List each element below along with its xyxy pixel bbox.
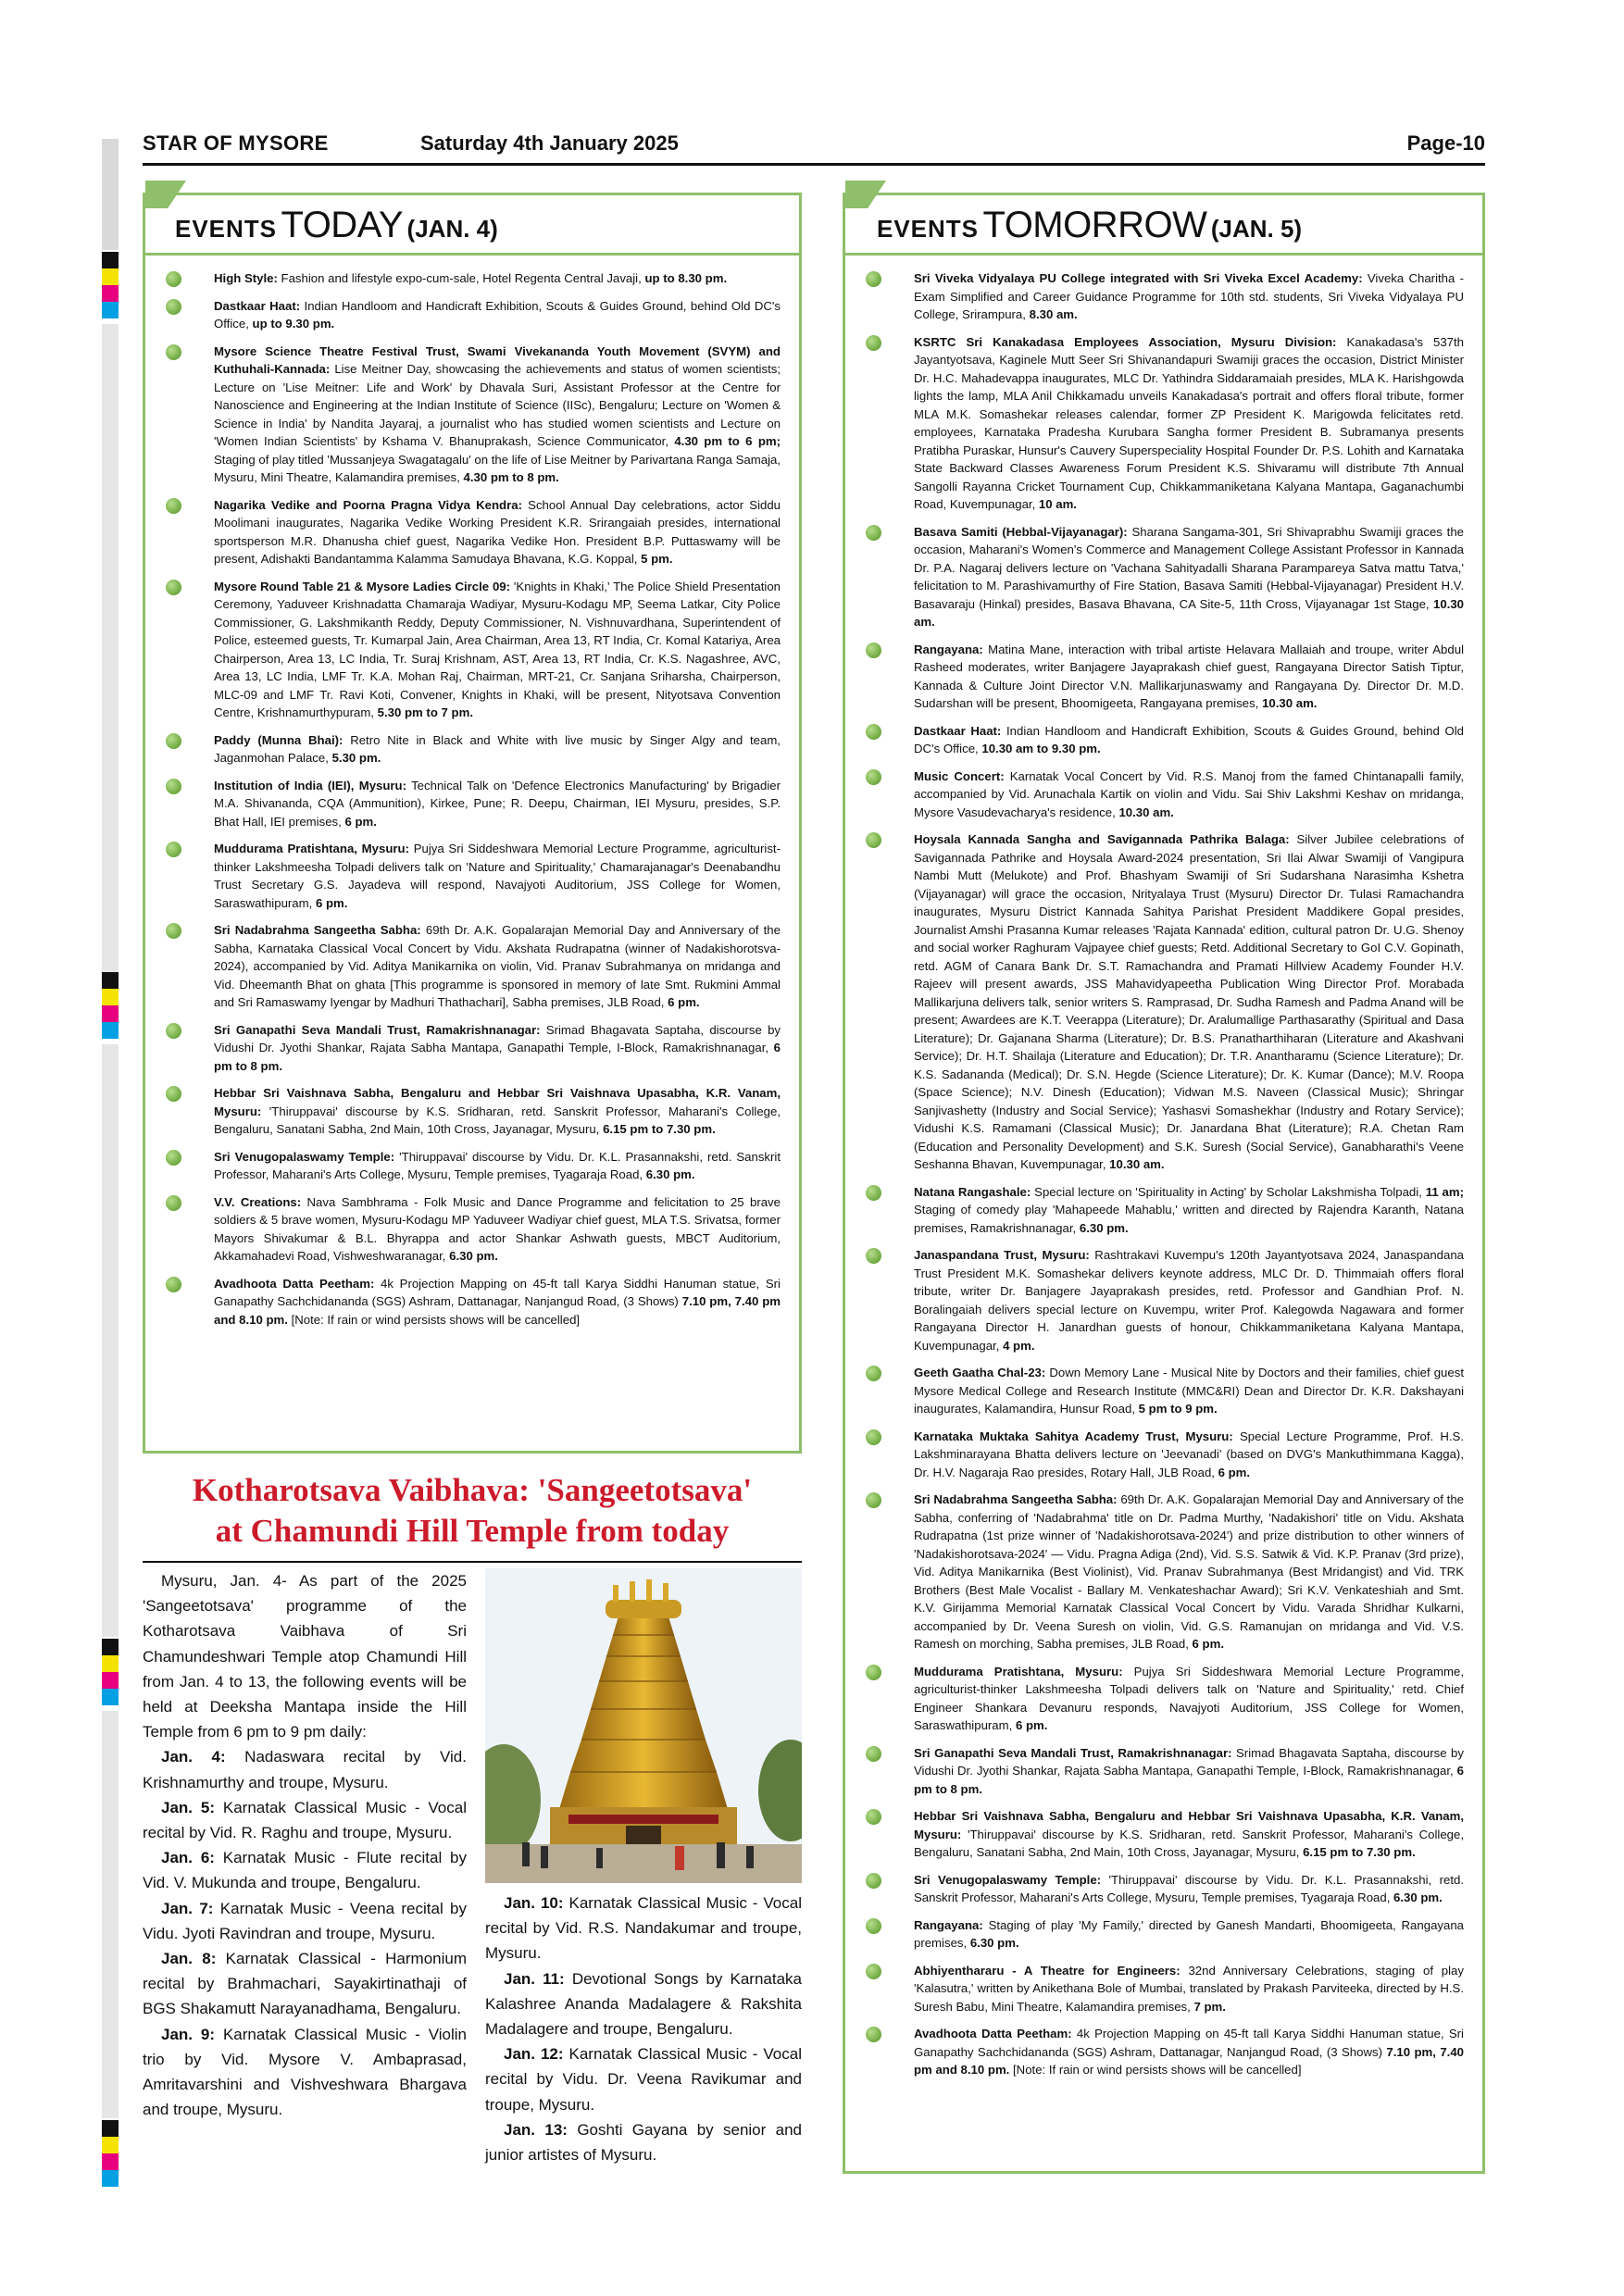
event-details: Sharana Sangama-301, Sri Shivaprabhu Swamiji graces the occasion, Maharani's Women's Commerce and Management College Assistant Professor in Kannada Dr. P.A. Nagaraj delivers lecture on 'Vachana Sahityadalli Sharana Parampareya Satva mattu Tatva,' felicitation to M. Parashivamurthy of Fire Station, Basava Samiti (Hebbal-Vijayanagar) President H.V. Basavaraju (Hinkal) presides, Basava Bhavana, CA Site-5, 11th Cross, Vijayanagar 1st Stage, — [914, 524, 1464, 611]
schedule-entry — [143, 1845, 467, 1895]
event-organizer: Natana Rangashale: — [914, 1184, 1031, 1199]
green-bullet-icon — [866, 1918, 881, 1934]
green-bullet-icon — [866, 1366, 881, 1381]
event-organizer: Basava Samiti (Hebbal-Vijayanagar): — [914, 524, 1128, 539]
event-organizer: Janaspandana Trust, Mysuru: — [914, 1248, 1090, 1262]
event-time: 11 am; — [1425, 1184, 1465, 1199]
header-rule — [143, 163, 1485, 166]
event-organizer: Dastkaar Haat: — [914, 723, 1002, 738]
event-item — [866, 1807, 1464, 1862]
event-item — [866, 269, 1464, 324]
schedule-day: Jan. 8: — [161, 1950, 217, 1968]
event-time: 10.30 am. — [1109, 1157, 1165, 1171]
events-today-box — [143, 193, 802, 1454]
green-bullet-icon — [866, 525, 881, 541]
event-organizer: Sri Venugopalaswamy Temple: — [914, 1872, 1102, 1887]
event-item — [166, 777, 781, 831]
event-organizer: Geeth Gaatha Chal-23: — [914, 1366, 1046, 1379]
event-item — [866, 1183, 1464, 1238]
green-bullet-icon — [166, 923, 181, 939]
event-time: 10.30 am to 9.30 pm. — [981, 742, 1101, 755]
event-organizer: Rangayana: — [914, 642, 983, 656]
event-details: Pujya Sri Siddeshwara Memorial Lecture Programme, agriculturist-thinker Lakshmeesha Tolpadi delivers talk on 'Nature and Spirituality,' retd. Chief Engineer Shankara Devanuru responds, Navajyoti Auditorium, JSS College for Women, Saraswathipuram, — [914, 1664, 1464, 1732]
green-bullet-icon — [166, 1195, 181, 1211]
event-item — [866, 767, 1464, 822]
event-time: 6 pm. — [1192, 1637, 1224, 1651]
green-bullet-icon — [866, 1665, 881, 1680]
event-item — [166, 1275, 781, 1329]
event-organizer: Sri Venugopalaswamy Temple: — [214, 1149, 395, 1164]
event-organizer: Muddurama Pratishtana, Mysuru: — [914, 1664, 1123, 1678]
event-item — [866, 641, 1464, 713]
event-organizer: Sri Ganapathi Seva Mandali Trust, Ramakrishnanagar: — [214, 1022, 541, 1037]
event-details: Fashion and lifestyle expo-cum-sale, Hotel Regenta Central Javaji, — [281, 271, 642, 285]
event-item — [866, 1916, 1464, 1953]
event-item — [166, 1193, 781, 1266]
event-details: Special lecture on 'Spirituality in Acting' by Scholar Lakshmisha Tolpadi, — [1034, 1184, 1422, 1199]
events-today-list — [166, 269, 781, 1338]
green-bullet-icon — [866, 1185, 881, 1201]
event-time: 4.30 pm to 6 pm; — [674, 434, 781, 448]
registration-strip-mid2 — [102, 1044, 119, 1637]
green-bullet-icon — [166, 842, 181, 857]
schedule-day: Jan. 13: — [504, 2120, 568, 2139]
event-details: Srimad Bhagavata Saptaha, discourse by Vidushi Dr. Jyothi Shankar, Rajata Sabha Mantapa, Ganapathi Temple, I-Block, Ramakrishnanagar, — [914, 1745, 1464, 1778]
event-item — [166, 731, 781, 767]
event-details: 4k Projection Mapping on 45-ft tall Karya Siddhi Hanuman statue, Sri Ganapathy Sachchidananda (SGS) Ashram, Dattanagar, Nanjangud Road, (3 Shows) — [914, 2027, 1464, 2059]
schedule-text: Goshti Gayana by senior and junior artistes of Mysuru. — [485, 2120, 803, 2165]
event-details: Pujya Sri Siddeshwara Memorial Lecture Programme, agriculturist-thinker Lakshmeesha Tolpadi delivers talk on 'Nature and Spirituality,' Chamarajanagar's Deenabandhu Trust Secretary G.S. Jayadeva will respond, Navajyoti Auditorium, JSS College for Women, Saraswathipuram, — [214, 842, 781, 910]
schedule-entry — [485, 2041, 802, 2117]
schedule-entry — [485, 1966, 802, 2042]
event-item — [166, 578, 781, 722]
green-bullet-icon — [866, 2027, 881, 2042]
event-time: 6.30 pm. — [1393, 1890, 1443, 1904]
event-time: 6 pm. — [668, 995, 700, 1009]
event-organizer: Hebbar Sri Vaishnava Sabha, Bengaluru and Hebbar Sri Vaishnava Upasabha, K.R. Vanam, Mysuru: — [914, 1809, 1464, 1841]
event-item — [166, 921, 781, 1012]
event-details: Retro Nite in Black and White with live music by Singer Algy and team, Jaganmohan Palace, — [214, 732, 781, 765]
event-organizer: Hoysala Kannada Sangha and Savigannada Pathrika Balaga: — [914, 832, 1290, 846]
story-column-right — [485, 1890, 802, 2167]
schedule-text: Karnatak Classical Music - Vocal recital by Vidu. Dr. Veena Ravikumar and troupe, Mysuru. — [485, 2045, 802, 2114]
schedule-entry — [485, 2117, 802, 2167]
green-bullet-icon — [866, 1964, 881, 1979]
event-item — [166, 496, 781, 568]
event-item — [166, 1084, 781, 1139]
event-organizer: Nagarika Vedike and Poorna Pragna Vidya Kendra: — [214, 497, 522, 512]
event-organizer: Music Concert: — [914, 768, 1005, 783]
event-item — [166, 297, 781, 333]
event-details: Karnatak Vocal Concert by Vid. R.S. Manoj from the famed Chintanapalli family, accompanied by Vid. Arunachala Kartik on violin and Vidu. Sai Shiv Lakshmi Keshav on mridanga, Mysore Vasudevacharya's residence, — [914, 768, 1464, 819]
green-bullet-icon — [166, 733, 181, 749]
event-item — [166, 343, 781, 487]
events-today-title: EVENTS TODAY (JAN. 4) — [175, 205, 498, 245]
event-item — [866, 1364, 1464, 1418]
event-time-extra: 4.30 pm to 8 pm. — [463, 470, 559, 484]
event-time: 7 pm. — [1193, 1999, 1226, 2014]
event-organizer: High Style: — [214, 271, 278, 285]
event-organizer: Sri Viveka Vidyalaya PU College integrated with Sri Viveka Excel Academy: — [914, 271, 1363, 285]
schedule-day: Jan. 11: — [504, 1969, 565, 1988]
events-tomorrow-title: EVENTS TOMORROW (JAN. 5) — [877, 205, 1303, 245]
event-time: 6 pm to 8 pm. — [914, 1764, 1464, 1796]
page-header — [143, 131, 1485, 165]
event-organizer: Abhiyenthararu - A Theatre for Engineers: — [914, 1963, 1181, 1978]
green-bullet-icon — [166, 344, 181, 360]
registration-strip-top — [102, 139, 119, 250]
event-organizer: Hebbar Sri Vaishnava Sabha, Bengaluru and Hebbar Sri Vaishnava Upasabha, K.R. Vanam, Mysuru: — [214, 1086, 781, 1118]
paper-name: STAR OF MYSORE — [143, 131, 329, 155]
event-time: 5.30 pm. — [331, 751, 381, 765]
event-time: 6 pm. — [1015, 1718, 1048, 1732]
event-organizer: Muddurama Pratishtana, Mysuru: — [214, 842, 409, 855]
event-details: School Annual Day celebrations, actor Siddu Moolimani inaugurates, Nagarika Vedike Working President K.R. Srirangaiah presides, international sportsperson M.R. Dhanusha chief guest, Nagarika Vedike Hon. President B.P. Puttaswamy will be present, Adishakti Bandantamma Kalamma Samudaya Bhavana, K.G. Koppal, — [214, 497, 781, 566]
green-bullet-icon — [866, 1248, 881, 1264]
event-details: 69th Dr. A.K. Gopalarajan Memorial Day and Anniversary of the Sabha, Karnataka Classical Vocal Concert by Vidu. Akshata Rudrapatna (winner of Nadakishorotsva-2024), accompanied by Vid. Aditya Manikarnika on violin, Vid. Pranav Subrahmanya on mridanga and Vid. Dheemanth Bhat on ghata [This programme is sponsored in memory of late Smt. Rukmini Ammal and Sri Ramaswamy Iyengar by Madhuri Thathachari], Sabha premises, JLB Road, — [214, 923, 781, 1009]
event-time: 10 am. — [1038, 497, 1077, 511]
title-separator — [845, 253, 1482, 256]
schedule-entry — [143, 1896, 467, 1946]
event-details: Nava Sambhrama - Folk Music and Dance Programme and felicitation to 25 brave soldiers & 5 brave women, Mysuru-Kodagu MP Yaduveer Wadiyar chief guest, MLA T.S. Srivatsa, former Mayors Shivakumar & B.L. Bhyrappa and actor Shankar Ashwath guests, MBCT Auditorium, Akkamahadevi Road, Vishweshwaranagar, — [214, 1194, 781, 1263]
event-time: 6.30 pm. — [449, 1249, 498, 1263]
green-bullet-icon — [866, 724, 881, 740]
event-details: 'Thiruppavai' discourse by K.S. Sridharan, retd. Sanskrit Professor, Maharani's College, Bengaluru, Sanatani Sabha, 2nd Main, 10th Cross, Jayanagar, Mysuru, — [914, 1827, 1464, 1859]
schedule-entry — [143, 1946, 467, 2022]
event-time: 6 pm. — [1218, 1465, 1251, 1479]
event-item — [166, 1021, 781, 1076]
event-details-extra: Staging of play titled 'Mussanjeya Swagatagalu' on the life of Lise Meitner by Parivartana Ranga Samaja, Mysuru, Mini Theatre, Kalamandira premises, — [214, 452, 781, 484]
event-item — [866, 830, 1464, 1174]
event-item — [866, 1428, 1464, 1482]
title-separator — [145, 253, 799, 256]
event-details: Kanakadasa's 537th Jayantyotsava, Kaginele Mutt Seer Sri Shivanandapuri Swamiji graces the occasion, District Minister Dr. H.C. Mahadevappa inaugurates, MLC Dr. Yathindra Siddaramaiah presides, MLA K. Harishgowda lights the lamp, MLA Anil Chikkamadu unveils Kanakadasa's portrait and offers floral tribute, former MLA M.K. Somashekar releases calendar, former ZP President K. Marigowda felicitates retd. employees, Karnataka Pradesha Kurubara Sangha former President B. Subramanya presents Pratibha Puraskar, Hunsur's Cauvery Superspeciality Hospital Founder Dr. P.S. Lohith and Karnataka State Backward Classes Awareness Forum President K.S. Shivaramu will distribute 7th Annual Sangolli Rayanna Cricket Tournament Cup, Chikkammaniketana Kalyana Mantapa, Gaganachumbi Road, Kuvempunagar, — [914, 334, 1465, 511]
schedule-day: Jan. 10: — [504, 1894, 564, 1912]
event-details: Indian Handloom and Handicraft Exhibition, Scouts & Guides Ground, behind Old DC's Office, — [914, 723, 1464, 755]
registration-color-bar-2 — [102, 972, 119, 1039]
event-time: up to 8.30 pm. — [644, 271, 728, 285]
event-time: 5 pm. — [641, 552, 673, 566]
event-time: 6 pm to 8 pm. — [214, 1041, 781, 1073]
event-details: Staging of play 'My Family,' directed by Ganesh Mandarti, Bhoomigeeta, Rangayana premises, — [914, 1917, 1464, 1950]
schedule-day: Jan. 5: — [161, 1798, 215, 1816]
story-column-left — [143, 1568, 467, 2122]
event-time: 7.10 pm, 7.40 pm and 8.10 pm. — [214, 1294, 781, 1327]
event-organizer: Sri Ganapathi Seva Mandali Trust, Ramakrishnanagar: — [914, 1745, 1232, 1760]
schedule-text: Karnatak Classical Music - Vocal recital by Vid. R.S. Nandakumar and troupe, Mysuru. — [485, 1894, 802, 1963]
event-time: 6.15 pm to 7.30 pm. — [603, 1122, 716, 1136]
event-time: 6.30 pm. — [645, 1167, 695, 1181]
event-time: 6.15 pm to 7.30 pm. — [1303, 1845, 1416, 1859]
schedule-text: Karnatak Classical - Harmonium recital by Brahmachari, Sayakirtinathaji of BGS Shakamutt Narayanadhama, Bengaluru. — [143, 1950, 467, 2018]
green-bullet-icon — [866, 643, 881, 658]
schedule-text: Karnatak Classical Music - Violin trio by Vid. Mysore V. Ambaprasad, Amritavarshini and Vishveshwara Bhargava and troupe, Mysuru. — [143, 2025, 467, 2119]
event-organizer: Dastkaar Haat: — [214, 298, 301, 313]
event-item — [866, 2025, 1464, 2079]
green-bullet-icon — [166, 498, 181, 514]
event-details: Lise Meitner Day, showcasing the achievements and status of women scientists; Lecture on 'Lise Meitner: Life and Work' by Dhavala Suri, Assistant Professor at the Centre for Nanoscience and Engineering at the Indian Institute of Science (IISc), Bengaluru; Lecture on 'Women & Science in India' by Nandita Jayaraj, a journalist who has studied women scientists and Lecture on 'Women Indian Scientists' by Kshama V. Bhanuprakash, Science Communicator, — [214, 362, 781, 448]
event-time: 10.30 am. — [1262, 696, 1318, 710]
event-organizer: V.V. Creations: — [214, 1194, 302, 1209]
schedule-text: Devotional Songs by Karnataka Kalashree Ananda Madalagere & Rakshita Madalagere and troupe, Bengaluru. — [485, 1969, 803, 2039]
event-item — [166, 1148, 781, 1184]
event-time: 4 pm. — [1003, 1338, 1035, 1353]
schedule-entry — [143, 1795, 467, 1845]
schedule-text: Nadaswara recital by Vid. Krishnamurthy and troupe, Mysuru. — [143, 1748, 467, 1791]
event-organizer: KSRTC Sri Kanakadasa Employees Association, Mysuru Division: — [914, 334, 1337, 349]
green-bullet-icon — [866, 271, 881, 287]
schedule-entry — [143, 2022, 467, 2123]
schedule-text: Karnatak Music - Veena recital by Vidu. Jyoti Ravindran and troupe, Mysuru. — [143, 1899, 467, 1942]
schedule-entry — [485, 1890, 802, 1966]
event-details: 'Thiruppavai' discourse by Vidu. Dr. K.L. Prasannakshi, retd. Sanskrit Professor, Maharani's Arts College, Mysuru, Temple premises, Tyagaraja Road, — [214, 1149, 781, 1181]
schedule-day: Jan. 4: — [161, 1748, 226, 1766]
registration-strip-mid3 — [102, 1711, 119, 2118]
event-details-extra: [Note: If rain or wind persists shows will be cancelled] — [1013, 2063, 1302, 2077]
event-details: 'Thiruppavai' discourse by Vidu. Dr. K.L. Prasannakshi, retd. Sanskrit Professor, Maharani's Arts College, Mysuru, Temple premises, Tyagaraja Road, — [914, 1872, 1465, 1904]
registration-color-bar-1 — [102, 252, 119, 318]
event-organizer: Avadhoota Datta Peetham: — [214, 1276, 375, 1291]
event-organizer: Rangayana: — [914, 1917, 983, 1932]
events-tomorrow-box — [843, 193, 1485, 2174]
event-time: 8.30 am. — [1029, 307, 1078, 321]
page-number: Page-10 — [1406, 131, 1485, 155]
event-item — [866, 1744, 1464, 1799]
green-bullet-icon — [166, 1150, 181, 1166]
story-headline: Kotharotsava Vaibhava: 'Sangeetotsava' at Chamundi Hill Temple from today — [192, 1472, 753, 1549]
event-details: Silver Jubilee celebrations of Savigannada Pathrike and Hoysala Award-2024 presentation, Sri Ilai Alwar Swamiji of Vangipura Nambi Mutt (Melukote) and Prof. Bhashyam Swamiji of Sri Sudarshana Narasimha Kshetra (Vijayanagar) will grace the occasion, Nrityalaya Trust (Mysuru) Director Dr. Tulasi Ramachandra inaugurates, Mysuru District Kannada Sahitya Parishat President Maddikere Gopal presides, Journalist Amshi Prasanna Kumar releases 'Rajata Kannada' edition, cultural patron Dr. U.G. Shenoy and social worker Raghuram Vajpayee chief guests; Retd. Additional Secretary to GoI C.V. Gopinath, retd. AGM of Canara Bank Dr. S.T. Ramachandra and Pramati Hillview Academy Founder H.V. Rajeev will present awards, JSS Mahavidyapeetha Publication Wing Director Prof. Morabada Mallikarjuna delivers talk, senior writers S. Ramprasad, Dr. Sudha Ramesh and Padma Anand will be present; Awardees are K.T. Veerappa (Literature); Dr. Aralumallige Parthasarathy (Spiritual and Dasa Literature); Dr. Gajanana Sharma (Literature); Dr. B.S. Pranatharthiharan (Literature and Akashvani Service); Dr. H.T. Shailaja (Literature and Education); Dr. T.R. Anantharamu (Science Literature); Dr. K.S. Sadananda (Medical); Dr. S.N. Hegde (Science Literature); Dr. K. Kumar (Dance); M.V. Roopa (Space Science); N.V. Dinesh (Education); Vidwan M.S. Naveen (Classical Music); Shringar Sanjivashetty (Industry and Social Service); Yashasvi Somashekhar (Industry and Rotary Service); Vidushi K.S. Ramamani (Classical Music); Dr. Janardana Bhat (Literature); R.A. Chetan Ram (Education and Personality Development) and S.K. Suresh (Social Service), Ganabharathi's Veene Seshanna Bhavan, Kuvempunagar, — [914, 832, 1464, 1171]
event-time: 6.30 pm. — [969, 1936, 1019, 1950]
event-organizer: Avadhoota Datta Peetham: — [914, 2027, 1072, 2040]
event-organizer: Mysore Science Theatre Festival Trust, Swami Vivekananda Youth Movement (SVYM) and Kuthuhali-Kannada: — [214, 343, 781, 376]
temple-gopuram-illustration — [485, 1568, 802, 1883]
event-time: 10.30 am. — [914, 596, 1464, 629]
green-bullet-icon — [166, 299, 181, 315]
event-time: 7.10 pm, 7.40 pm and 8.10 pm. — [914, 2044, 1464, 2077]
temple-photo — [485, 1568, 802, 1883]
schedule-day: Jan. 6: — [161, 1849, 215, 1867]
green-bullet-icon — [866, 1809, 881, 1825]
green-bullet-icon — [866, 335, 881, 351]
event-item — [866, 333, 1464, 514]
schedule-text: Karnatak Classical Music - Vocal recital by Vid. R. Raghu and troupe, Mysuru. — [143, 1798, 467, 1842]
green-bullet-icon — [166, 1277, 181, 1292]
event-details: 4k Projection Mapping on 45-ft tall Karya Siddhi Hanuman statue, Sri Ganapathy Sachchidananda (SGS) Ashram, Dattanagar, Nanjangud Road, (3 Shows) — [214, 1276, 781, 1308]
event-time: 10.30 am. — [1118, 805, 1174, 819]
events-tomorrow-list — [866, 269, 1464, 2089]
event-item — [866, 1491, 1464, 1653]
event-item — [166, 840, 781, 912]
event-item — [166, 269, 781, 288]
registration-color-bar-4 — [102, 2120, 119, 2187]
story-intro: Mysuru, Jan. 4- As part of the 2025 'Sangeetotsava' programme of the Kotharotsava Vaibhava of Sri Chamundeshwari Temple atop Chamundi Hill from Jan. 4 to 13, the following events will be held at Deeksha Mantapa inside the Hill Temple from 6 pm to 9 pm daily: — [143, 1572, 467, 1741]
event-time: 6 pm. — [315, 895, 348, 910]
event-details: Technical Talk on 'Defence Electronics Manufacturing' by Brigadier M.A. Shivananda, CQA (Ammunition), Kirkee, Pune; R. Deepu, Chairman, IEI Mysuru, presides, S.P. Bhat Hall, IEI premises, — [214, 778, 781, 829]
event-details-extra: Staging of comedy play 'Mahapeede Mahablu,' written and directed by Rajendra Karanth, Natana premises, Ramakrishnanagar, — [914, 1203, 1464, 1235]
green-bullet-icon — [166, 1086, 181, 1102]
green-bullet-icon — [166, 1023, 181, 1039]
event-organizer: Mysore Round Table 21 & Mysore Ladies Circle 09: — [214, 579, 511, 593]
event-item — [866, 1962, 1464, 2016]
event-item — [866, 722, 1464, 758]
issue-date: Saturday 4th January 2025 — [420, 131, 679, 155]
event-time: 6 pm. — [344, 814, 377, 829]
event-details: Special Lecture Programme, Prof. H.S. Lakshminarayana Bhatta delivers lecture on 'Jeevanadi' (based on DVG's Mankuthimmana Kagga), Dr. H.V. Nagaraja Rao presides, Rotary Hall, JLB Road, — [914, 1429, 1464, 1479]
event-item — [866, 1246, 1464, 1354]
event-item — [866, 1871, 1464, 1907]
green-bullet-icon — [866, 832, 881, 848]
event-details-extra: [Note: If rain or wind persists shows will be cancelled] — [291, 1312, 581, 1327]
green-bullet-icon — [866, 1873, 881, 1889]
green-bullet-icon — [866, 1746, 881, 1762]
event-details: 69th Dr. A.K. Gopalarajan Memorial Day and Anniversary of the Sabha, conferring of 'Nadabrahma' title on Dr. Padma Murthy, 'Nadakishori' title on Vidu. Akshata Rudrapatna (1st prize winner of 'Nadakishorotsava-2024') and prize distribution to other winners of 'Nadakishorotsava-2024' — Vidu. Pragna Adiga (2nd), Vid. S.S. Satwik & Vid. K.P. Pranav (3rd prize), Vid. Aditya Manikarnika (Best Violinist), Vid. Pranav Subrahmanya (Best Mridangist) and Vid. TRK Brothers (Best Male Vocalist - Ballary M. Venkateshachar Award); Sri K.V. Venkateshiah and Smt. K.V. Girijamma Memorial Karnatak Classical Vocal Concert by Vidu. Varada Shridhar Kulkarni, accompanied by Dr. Veena Suresh on violin, Vid. G.S. Ramanujan on mridanga and Vid. V.S. Ramesh on morching, Sabha premises, JLB Road, — [914, 1492, 1464, 1651]
event-organizer: Sri Nadabrahma Sangeetha Sabha: — [214, 923, 421, 937]
event-organizer: Institution of India (IEI), Mysuru: — [214, 778, 407, 792]
green-bullet-icon — [866, 1429, 881, 1445]
event-organizer: Karnataka Muktaka Sahitya Academy Trust, Mysuru: — [914, 1429, 1233, 1443]
event-details: Viveka Charitha - Exam Simplified and Career Guidance Programme for 10th std. students, Sri Viveka Vidyalaya PU College, Srirampura, — [914, 271, 1464, 321]
event-details: 32nd Anniversary Celebrations, staging of play 'Kalasutra,' written by Anikethana Bole of Mumbai, translated by Prakash Parviteeka, directed by H.S. Suresh Babu, Mini Theatre, Kalamandira premises, — [914, 1963, 1464, 2014]
schedule-day: Jan. 7: — [161, 1899, 214, 1917]
event-time-extra: 6.30 pm. — [1079, 1220, 1129, 1235]
schedule-day: Jan. 9: — [161, 2025, 216, 2043]
green-bullet-icon — [166, 271, 181, 287]
schedule-entry — [143, 1744, 467, 1794]
event-details: Rashtrakavi Kuvempu's 120th Jayantyotsava 2024, Janaspandana Trust President M.K. Somashekar delivers keynote address, MLC Dr. D. Thimmaiah offers floral tribute, writer Dr. Banjagere Jayaprakash presides, retd. Professor and Gandhian Prof. N. Boralingaiah delivers special lecture on Kuvempu, writer Prof. Kalegowda Nagawara and former Rangayana Director H. Janardhan guests of honour, Chikkammaniketana Kalyana Mantapa, Kuvempunagar, — [914, 1248, 1465, 1353]
event-item — [866, 523, 1464, 631]
green-bullet-icon — [866, 769, 881, 785]
event-details: Matina Mane, interaction with tribal artiste Helavara Mallaiah and troupe, writer Abdul Rasheed moderates, writer Banjagere Jayaprakash chief guest, Rangayana Director Satish Tiptur, Kannada & Culture Joint Director V.N. Mallikarjunaswamy and Rangayana Dy. Director Dr. M.D. Sudarshan will be present, Bhoomigeeta, Rangayana premises, — [914, 642, 1464, 710]
event-details: Down Memory Lane - Musical Nite by Doctors and their families, chief guest Mysore Medical College and Research Institute (MMC&RI) Dean and Director Dr. K.R. Dakshayani inaugurates, Kalamandira, Hunsur Road, — [914, 1366, 1464, 1416]
event-time: up to 9.30 pm. — [252, 317, 335, 331]
event-details: Srimad Bhagavata Saptaha, discourse by Vidushi Dr. Jyothi Shankar, Rajata Sabha Mantapa, Ganapathi Temple, I-Block, Ramakrishnanagar, — [214, 1022, 781, 1054]
event-details: Indian Handloom and Handicraft Exhibition, Scouts & Guides Ground, behind Old DC's Office, — [214, 298, 781, 331]
event-time: 5.30 pm to 7 pm. — [377, 705, 473, 719]
event-time: 5 pm to 9 pm. — [1138, 1402, 1218, 1416]
event-organizer: Sri Nadabrahma Sangeetha Sabha: — [914, 1492, 1118, 1506]
schedule-text: Karnatak Music - Flute recital by Vid. V. Mukunda and troupe, Bengaluru. — [143, 1849, 467, 1892]
schedule-day: Jan. 12: — [504, 2045, 564, 2064]
green-bullet-icon — [166, 779, 181, 794]
registration-color-bar-3 — [102, 1639, 119, 1705]
headline-rule — [143, 1561, 802, 1563]
green-bullet-icon — [166, 580, 181, 595]
registration-strip-mid1 — [102, 324, 119, 972]
event-details: 'Knights in Khaki,' The Police Shield Presentation Ceremony, Yaduveer Krishnadatta Chamaraja Wadiyar, Mysuru-Kodagu MP, Seema Latkar, City Police Commissioner, G. Lakshmikanth Reddy, Deputy Commissioner, N. Vishnuvardhana, Superintendent of Police, esteemed guests, Tr. Kumarpal Jain, Area Chairman, Area 13, RT India, Cr. Komal Katariya, Area Chairperson, Area 13, LC India, Tr. Suraj Krishnam, AST, Area 13, RT India, Cr. K.S. Nagashree, AVC, Area 13, LC India, LMF Tr. K.A. Mohan Raj, Chairman, MRT-21, Cr. Sanjana Sriharsha, Chairperson, MLC-09 and LMF Tr. Ravi Koti, Convener, Knights in Khaki, will be present, Nityotsava Convention Centre, Krishnamurthypuram, — [214, 579, 781, 719]
event-organizer: Paddy (Munna Bhai): — [214, 732, 344, 747]
event-details: 'Thiruppavai' discourse by K.S. Sridharan, retd. Sanskrit Professor, Maharani's College, Bengaluru, Sanatani Sabha, 2nd Main, 10th Cross, Jayanagar, Mysuru, — [214, 1104, 781, 1136]
green-bullet-icon — [866, 1492, 881, 1508]
event-item — [866, 1663, 1464, 1735]
